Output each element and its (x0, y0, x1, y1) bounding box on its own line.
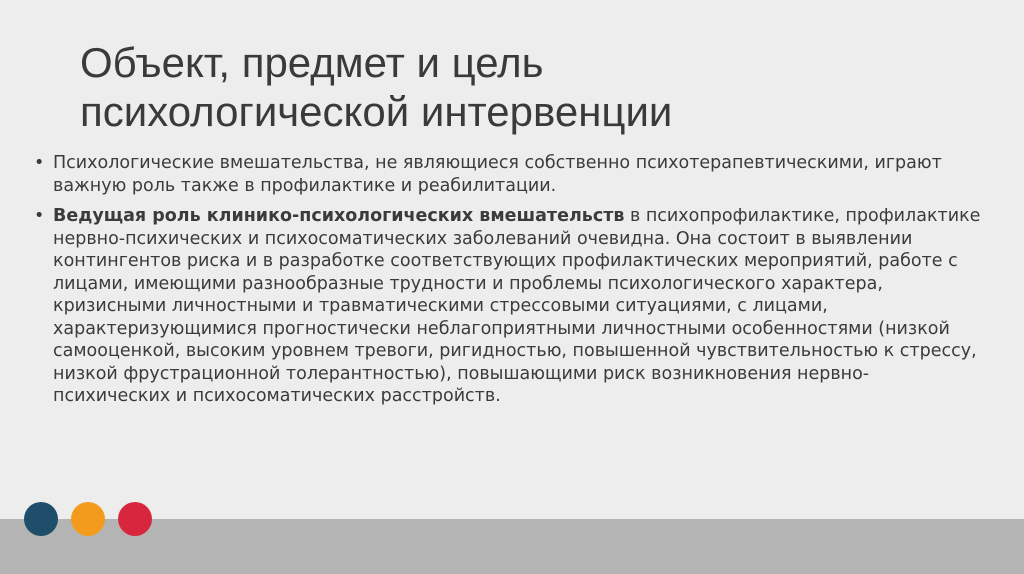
dot-red (118, 502, 152, 536)
bullet-marker: • (34, 153, 45, 173)
bullet-item-2 (34, 205, 984, 408)
dot-orange (71, 502, 105, 536)
slide-title-line-2: психологической интервенции (80, 88, 673, 135)
dot-navy (24, 502, 58, 536)
bullet-item-1 (34, 152, 984, 197)
slide-title (80, 38, 960, 136)
bullet-text: Психологические вмешательства, не являющиеся собственно психотерапевтическими, играют важную роль также в профилактике и реабилитации. (53, 153, 942, 196)
slide-title-line-1: Объект, предмет и цель (80, 39, 544, 86)
footer-bar (0, 519, 1024, 574)
bullet-marker: • (34, 206, 45, 226)
slide-body (34, 152, 984, 416)
bullet-lead-text: Ведущая роль клинико-психологических вмешательств (53, 206, 625, 226)
decorative-dots (24, 502, 152, 536)
bullet-text: в психопрофилактике, профилактике нервно-психических и психосоматических заболеваний очевидна. Она состоит в выявлении контингентов риска и в разработке соответствующих профилактических мероприятий, работе с лицами, имеющими разнообразные трудности и проблемы психологического характера, кризисными личностными и травматическими стрессовыми ситуациями, с лицами, характеризующимися прогностически неблагоприятными личностными особенностями (низкой самооценкой, высоким уровнем тревоги, ригидностью, повышенной чувствительностью к стрессу, низкой фрустрационной толерантностью), повышающими риск возникновения нервно-психических и психосоматических расстройств. (53, 206, 981, 406)
